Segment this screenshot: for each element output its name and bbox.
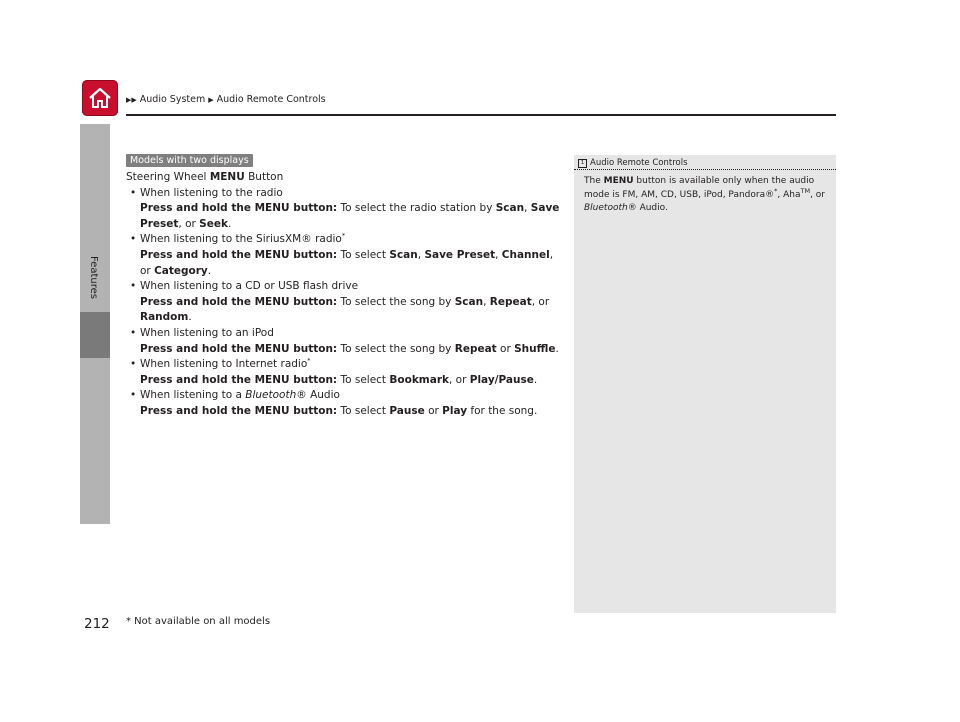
home-button[interactable]	[82, 80, 118, 116]
list-item-detail: Press and hold the MENU button: To select the song by Repeat or Shuffle.	[140, 342, 559, 355]
home-icon	[86, 84, 114, 112]
list-item-detail: Press and hold the MENU button: To select Pause or Play for the song.	[140, 404, 538, 417]
breadcrumb-item-audio-remote-controls[interactable]: Audio Remote Controls	[216, 94, 326, 105]
sidebar-heading[interactable]: 1 Audio Remote Controls	[578, 158, 688, 168]
list-item: • When listening to an iPod	[130, 326, 274, 339]
model-badge: Models with two displays	[126, 154, 253, 167]
footnote: * Not available on all models	[126, 616, 271, 627]
list-item: • When listening to a CD or USB flash drive	[130, 280, 359, 293]
list-item-detail: Press and hold the MENU button: To select Bookmark, or Play/Pause.	[140, 373, 538, 386]
list-item: • When listening to a Bluetooth® Audio	[130, 389, 340, 402]
section-title: Steering Wheel MENU Button	[126, 171, 284, 183]
list-item-detail: Press and hold the MENU button: To select the song by Scan, Repeat, or Random.	[140, 295, 550, 324]
sidebar-note-text: The MENU button is available only when the audio mode is FM, AM, CD, USB, iPod, Pandora®*, Aha™, or Bluetooth® Audio.	[584, 176, 825, 213]
breadcrumb-item-audio-system[interactable]: Audio System	[139, 94, 206, 105]
list-item: • When listening to the SiriusXM® radio*	[130, 231, 346, 246]
breadcrumb-arrow-icon: ▶▶	[126, 95, 137, 104]
list-item: • When listening to the radio	[130, 186, 283, 199]
header-divider	[126, 114, 836, 116]
breadcrumb-arrow-icon: ▶	[208, 95, 214, 104]
main-content	[126, 170, 566, 420]
side-tab-label: Features	[88, 256, 99, 299]
reference-link-icon: 1	[578, 159, 587, 168]
sidebar-note-panel	[574, 155, 836, 613]
breadcrumb	[126, 94, 326, 105]
page-number: 212	[84, 616, 110, 632]
list-item-detail: Press and hold the MENU button: To select the radio station by Scan, Save Preset, or Seek.	[140, 202, 560, 230]
list-item: • When listening to Internet radio*	[130, 356, 311, 371]
sidebar-divider	[574, 169, 836, 170]
list-item-detail: Press and hold the MENU button: To select Scan, Save Preset, Channel, or Category.	[140, 248, 554, 277]
